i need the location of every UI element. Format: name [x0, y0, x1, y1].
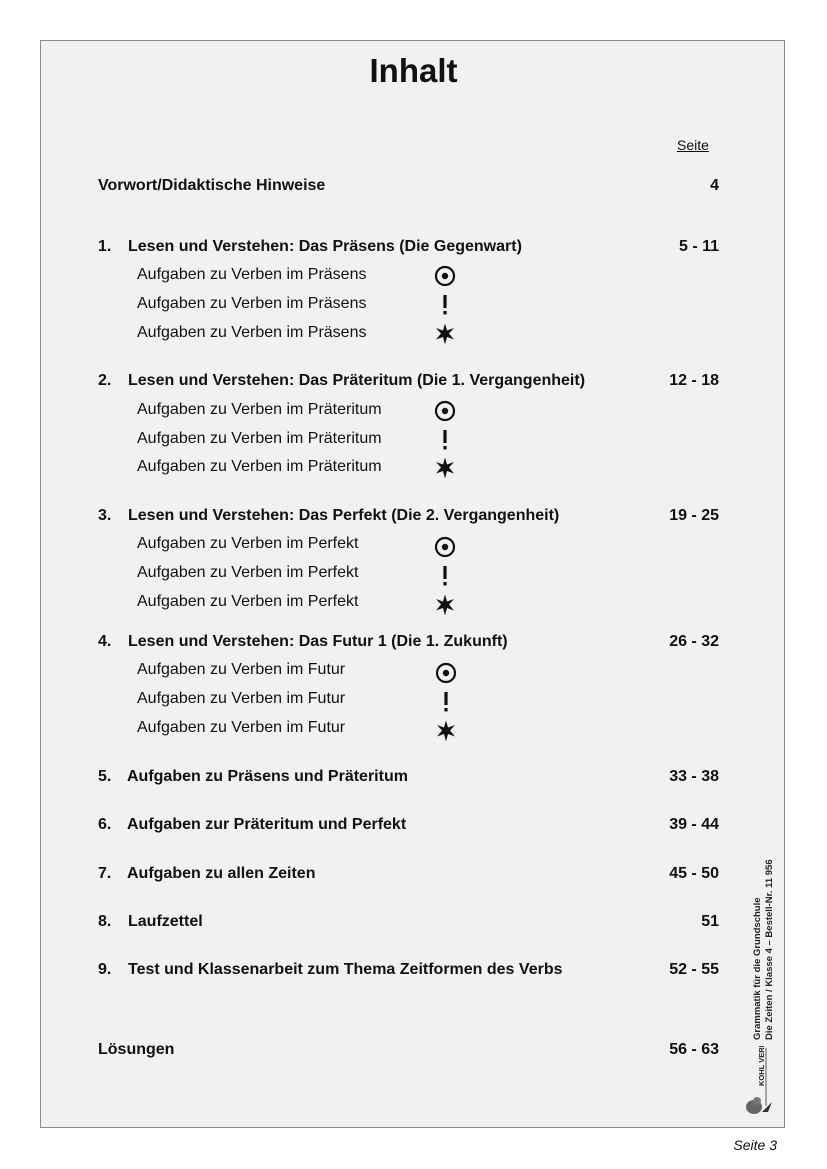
toc-subentry-label: Aufgaben zu Verben im Präsens [137, 295, 367, 312]
toc-subentry[interactable] [0, 564, 827, 588]
toc-section-label: Laufzettel [128, 913, 203, 930]
toc-section-number: 5. [98, 768, 112, 785]
target-icon [434, 400, 456, 422]
exclamation-icon [434, 429, 456, 451]
toc-section-pages: 19 - 25 [669, 507, 719, 524]
toc-subentry[interactable] [0, 458, 827, 482]
toc-section-label: Lesen und Verstehen: Das Präteritum (Die 1. Vergangenheit) [128, 372, 586, 389]
toc-section-1[interactable] [0, 238, 827, 262]
toc-subentry-label: Aufgaben zu Verben im Präteritum [137, 458, 382, 475]
toc-section-pages: 26 - 32 [669, 633, 719, 650]
toc-entry-pages: 4 [710, 177, 719, 194]
toc-section-number: 8. [98, 913, 112, 930]
star-icon [435, 720, 457, 742]
publisher-logo [744, 1046, 778, 1118]
side-order-number: Die Zeiten / Klasse 4 – Bestell-Nr. 11 956 [764, 859, 775, 1040]
toc-subentry-label: Aufgaben zu Verben im Futur [137, 690, 346, 707]
toc-section-label: Aufgaben zur Präteritum und Perfekt [127, 816, 407, 833]
publisher-name: KOHL VERLAG [757, 1046, 766, 1086]
exclamation-icon [435, 691, 457, 713]
toc-subentry-label: Aufgaben zu Verben im Perfekt [137, 535, 359, 552]
toc-subentry[interactable] [0, 719, 827, 743]
toc-section-pages: 39 - 44 [669, 816, 719, 833]
toc-entry-pages: 56 - 63 [669, 1041, 719, 1058]
toc-section-number: 7. [98, 865, 112, 882]
toc-subentry[interactable] [0, 401, 827, 425]
star-icon [434, 594, 456, 616]
toc-section-pages: 52 - 55 [669, 961, 719, 978]
toc-subentry[interactable] [0, 324, 827, 348]
toc-subentry-label: Aufgaben zu Verben im Perfekt [137, 564, 359, 581]
toc-entry-loesungen[interactable] [0, 1041, 827, 1065]
toc-section-pages: 5 - 11 [678, 238, 719, 255]
toc-section-label: Lesen und Verstehen: Das Perfekt (Die 2. Vergangenheit) [128, 507, 560, 524]
toc-section-number: 6. [98, 816, 112, 833]
page-title: Inhalt [369, 52, 458, 89]
toc-subentry-label: Aufgaben zu Verben im Präsens [137, 324, 367, 341]
toc-subentry-label: Aufgaben zu Verben im Präsens [137, 266, 367, 283]
toc-section-5[interactable] [0, 768, 827, 792]
toc-section-pages: 33 - 38 [669, 768, 719, 785]
toc-section-label: Lesen und Verstehen: Das Futur 1 (Die 1. Zukunft) [128, 633, 508, 650]
exclamation-icon [434, 565, 456, 587]
page-number: Seite 3 [733, 1137, 777, 1153]
toc-section-number: 1. [98, 238, 112, 255]
target-icon [434, 265, 456, 287]
side-publication-info [752, 830, 776, 1040]
toc-subentry-label: Aufgaben zu Verben im Präteritum [137, 430, 382, 447]
page-column-label: Seite [677, 137, 709, 153]
toc-section-3[interactable] [0, 507, 827, 531]
toc-entry-label: Lösungen [98, 1041, 175, 1058]
toc-entry-vorwort[interactable] [0, 177, 827, 201]
toc-section-2[interactable] [0, 372, 827, 396]
toc-subentry[interactable] [0, 266, 827, 290]
toc-section-number: 4. [98, 633, 112, 650]
toc-subentry[interactable] [0, 295, 827, 319]
toc-subentry-label: Aufgaben zu Verben im Futur [137, 661, 346, 678]
toc-subentry[interactable] [0, 661, 827, 685]
exclamation-icon [434, 294, 456, 316]
toc-subentry[interactable] [0, 690, 827, 714]
toc-section-number: 2. [98, 372, 112, 389]
target-icon [435, 662, 457, 684]
toc-section-label: Aufgaben zu allen Zeiten [127, 865, 316, 882]
toc-subentry[interactable] [0, 593, 827, 617]
toc-section-pages: 12 - 18 [669, 372, 719, 389]
toc-entry-label: Vorwort/Didaktische Hinweise [98, 177, 326, 194]
toc-subentry[interactable] [0, 535, 827, 559]
toc-section-7[interactable] [0, 865, 827, 889]
toc-section-number: 3. [98, 507, 112, 524]
side-series-title: Grammatik für die Grundschule [752, 897, 763, 1040]
toc-section-9[interactable] [0, 961, 827, 985]
toc-subentry-label: Aufgaben zu Verben im Futur [137, 719, 346, 736]
toc-section-pages: 51 [701, 913, 719, 930]
target-icon [434, 536, 456, 558]
toc-section-label: Lesen und Verstehen: Das Präsens (Die Gegenwart) [128, 238, 522, 255]
toc-section-number: 9. [98, 961, 112, 978]
toc-section-label: Aufgaben zu Präsens und Präteritum [127, 768, 408, 785]
toc-subentry-label: Aufgaben zu Verben im Perfekt [137, 593, 359, 610]
star-icon [434, 457, 456, 479]
star-icon [434, 323, 456, 345]
toc-section-label: Test und Klassenarbeit zum Thema Zeitformen des Verbs [128, 961, 563, 978]
toc-section-4[interactable] [0, 633, 827, 657]
toc-section-8[interactable] [0, 913, 827, 937]
toc-section-pages: 45 - 50 [669, 865, 719, 882]
toc-subentry-label: Aufgaben zu Verben im Präteritum [137, 401, 382, 418]
toc-section-6[interactable] [0, 816, 827, 840]
toc-subentry[interactable] [0, 430, 827, 454]
